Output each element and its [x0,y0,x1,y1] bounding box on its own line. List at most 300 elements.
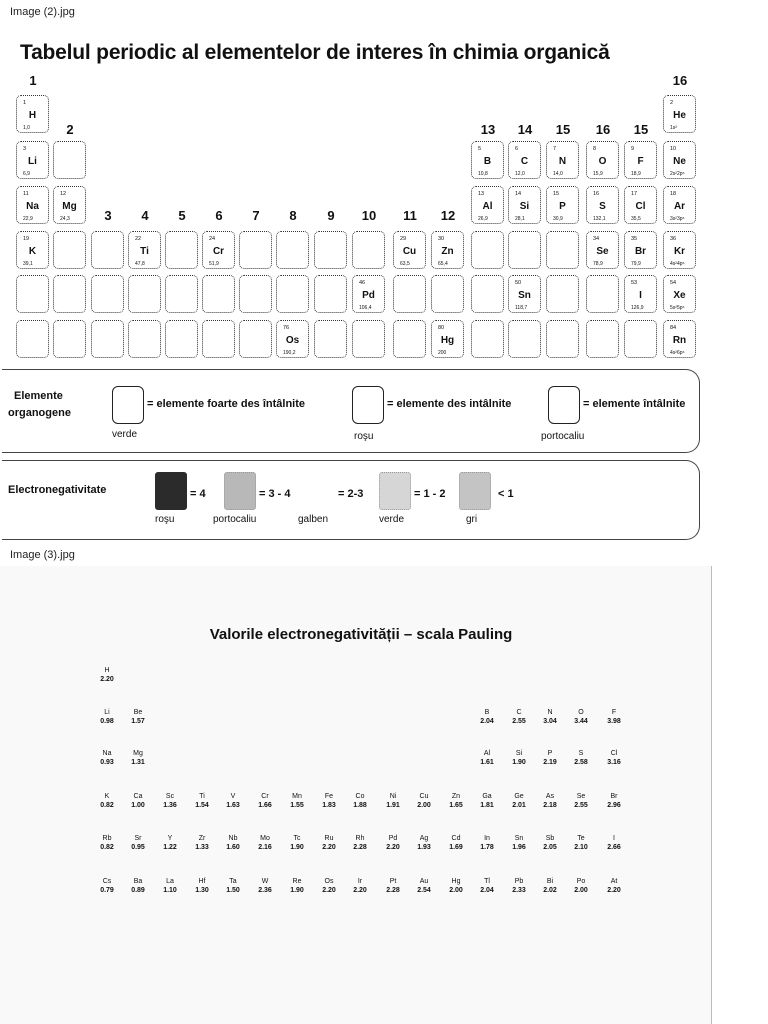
pauling-cell-cs [90,877,124,895]
element-symbol: Ne [673,156,686,167]
legend-item1-color: verde [112,429,138,440]
element-cell-xe [663,275,696,313]
pauling-value: 1.90 [290,844,304,851]
pauling-cell-po [564,877,598,895]
pauling-cell-w [248,877,282,895]
atomic-mass: 39,1 [23,261,33,267]
pauling-symbol: Zn [451,793,461,800]
pauling-cell-in [470,834,504,852]
pauling-symbol: Ta [229,878,237,885]
pauling-value: 2.05 [543,844,557,851]
electronegativity-color-name: portocaliu [213,514,257,525]
element-cell-os [276,320,309,358]
atomic-mass: 22,9 [23,216,33,222]
pauling-symbol: Al [483,750,491,757]
pauling-cell-si [502,749,536,767]
pauling-cell-at [597,877,631,895]
atomic-mass: 190,2 [283,350,296,356]
atomic-number: 10 [670,146,677,152]
pauling-cell-al [470,749,504,767]
pauling-value: 2.54 [417,887,431,894]
pauling-cell-re [280,877,314,895]
pauling-cell-p [533,749,567,767]
pauling-symbol: S [578,750,584,757]
pauling-cell-h [90,666,124,684]
pauling-cell-mn [280,792,314,810]
element-cell-li [16,141,49,179]
electronegativity-swatch [459,472,491,510]
electronegativity-range: < 1 [498,488,514,500]
pauling-value: 1.22 [163,844,177,851]
electronegativity-swatch [224,472,256,510]
atomic-number: 8 [593,146,597,152]
element-cell-empty [471,320,504,358]
element-symbol: B [483,156,492,167]
pauling-value: 1.83 [322,802,336,809]
pauling-cell-cl [597,749,631,767]
pauling-symbol: Fe [324,793,334,800]
element-symbol: S [599,201,606,212]
atomic-mass: 51,9 [209,261,219,267]
group-label: 13 [480,122,496,137]
element-cell-empty [91,320,124,358]
pauling-value: 1.63 [226,802,240,809]
element-cell-empty [53,275,86,313]
pauling-cell-ta [216,877,250,895]
element-symbol: Kr [673,246,686,257]
element-cell-cr [202,231,235,269]
pauling-symbol: Mo [260,835,270,842]
atomic-mass: 26,9 [478,216,488,222]
pauling-symbol: Ca [133,793,143,800]
pauling-symbol: Sr [134,835,142,842]
pauling-cell-pd [376,834,410,852]
electronegativity-range: = 1 - 2 [414,488,446,500]
atomic-mass: 1s² [670,125,677,131]
atomic-mass: 78,9 [593,261,603,267]
pauling-cell-ni [376,792,410,810]
atomic-number: 54 [670,280,677,286]
element-cell-empty [546,275,579,313]
element-cell-cl [624,186,657,224]
pauling-value: 1.96 [512,844,526,851]
pauling-value: 2.04 [480,887,494,894]
electronegativity-range: = 3 - 4 [259,488,291,500]
element-cell-k [16,231,49,269]
atomic-number: 14 [515,191,522,197]
atomic-number: 84 [670,325,677,331]
pauling-symbol: Pt [389,878,397,885]
element-cell-h [16,95,49,133]
pauling-value: 1.33 [195,844,209,851]
pauling-symbol: Hg [451,878,461,885]
pauling-symbol: Cr [261,793,269,800]
element-cell-empty [128,320,161,358]
element-cell-empty [165,320,198,358]
pauling-value: 1.50 [226,887,240,894]
element-symbol: Li [28,156,37,167]
pauling-symbol: Cl [610,750,618,757]
pauling-cell-o [564,708,598,726]
pauling-value: 0.98 [100,718,114,725]
element-symbol: Cu [402,246,417,257]
pauling-value: 1.69 [449,844,463,851]
element-cell-rn [663,320,696,358]
pauling-value: 1.10 [163,887,177,894]
element-cell-empty [239,231,272,269]
pauling-symbol: N [547,709,553,716]
element-cell-empty [16,320,49,358]
electronegativity-swatch [155,472,187,510]
pauling-value: 0.82 [100,802,114,809]
pauling-cell-i [597,834,631,852]
atomic-number: 50 [515,280,522,286]
element-cell-al [471,186,504,224]
element-cell-empty [314,231,347,269]
element-cell-kr [663,231,696,269]
pauling-value: 1.55 [290,802,304,809]
pauling-cell-nb [216,834,250,852]
pauling-symbol: Ti [199,793,205,800]
legend-item1-text: = elemente foarte des întâlnite [147,398,306,410]
element-cell-hg [431,320,464,358]
pauling-symbol: Ge [514,793,524,800]
periodic-table-page [0,24,705,536]
element-symbol: C [520,156,529,167]
pauling-symbol: Ag [419,835,429,842]
pauling-cell-pb [502,877,536,895]
atomic-number: 6 [515,146,519,152]
pauling-cell-k [90,792,124,810]
pauling-cell-v [216,792,250,810]
pauling-cell-os [312,877,346,895]
pauling-cell-bi [533,877,567,895]
pauling-cell-cu [407,792,441,810]
atomic-mass: 47,8 [135,261,145,267]
atomic-mass: 132,1 [593,216,606,222]
pauling-cell-tc [280,834,314,852]
pauling-value: 3.04 [543,718,557,725]
element-cell-zn [431,231,464,269]
pauling-cell-tl [470,877,504,895]
pauling-value: 1.65 [449,802,463,809]
element-cell-empty [431,275,464,313]
pauling-value: 0.89 [131,887,145,894]
element-cell-empty [165,275,198,313]
pauling-cell-au [407,877,441,895]
pauling-cell-f [597,708,631,726]
pauling-value: 1.90 [512,759,526,766]
pauling-symbol: C [516,709,522,716]
element-cell-he [663,95,696,133]
element-symbol: Pd [362,290,375,301]
pauling-cell-ru [312,834,346,852]
pauling-cell-sr [121,834,155,852]
electronegativity-swatch [379,472,411,510]
pauling-cell-ba [121,877,155,895]
atomic-mass: 79,9 [631,261,641,267]
element-cell-empty [165,231,198,269]
atomic-mass: 65,4 [438,261,448,267]
group-label: 4 [141,208,149,223]
element-symbol: Mg [62,201,77,212]
atomic-mass: 15,9 [593,171,603,177]
element-cell-n [546,141,579,179]
element-cell-empty [546,231,579,269]
pauling-symbol: Li [104,709,110,716]
element-symbol: O [598,156,607,167]
element-cell-empty [239,320,272,358]
element-cell-empty [471,231,504,269]
atomic-number: 76 [283,325,290,331]
element-cell-empty [586,275,619,313]
pauling-symbol: Tl [484,878,490,885]
element-symbol: K [28,246,37,257]
atomic-number: 22 [135,236,142,242]
atomic-mass: 106,4 [359,305,372,311]
pauling-symbol: Ru [324,835,334,842]
group-label: 7 [252,208,260,223]
pauling-title: Valorile electronegativității – scala Pauling [209,626,513,643]
pauling-value: 2.20 [100,676,114,683]
page-edge-line [711,566,712,1024]
element-cell-ne [663,141,696,179]
element-cell-se [586,231,619,269]
atomic-mass: 14,0 [553,171,563,177]
atomic-number: 29 [400,236,407,242]
pauling-value: 1.60 [226,844,240,851]
electronegativity-color-name: verde [379,514,405,525]
organogen-legend [2,369,700,453]
element-symbol: P [559,201,566,212]
element-symbol: Sn [518,290,531,301]
pauling-cell-ge [502,792,536,810]
pauling-cell-co [343,792,377,810]
pauling-symbol: As [545,793,555,800]
element-cell-si [508,186,541,224]
atomic-number: 80 [438,325,445,331]
element-symbol: F [637,156,644,167]
element-symbol: N [558,156,567,167]
legend-square-3 [548,386,580,424]
element-symbol: Br [634,246,647,257]
element-cell-empty [352,231,385,269]
atomic-mass: 200 [438,350,447,356]
pauling-cell-as [533,792,567,810]
atomic-number: 36 [670,236,677,242]
element-cell-ti [128,231,161,269]
group-label: 11 [403,208,417,223]
pauling-symbol: Rb [102,835,112,842]
pauling-cell-y [153,834,187,852]
element-cell-f [624,141,657,179]
pauling-symbol: Os [324,878,334,885]
pauling-cell-b [470,708,504,726]
pauling-cell-pt [376,877,410,895]
pauling-symbol: B [484,709,490,716]
atomic-number: 18 [670,191,677,197]
pauling-value: 1.00 [131,802,145,809]
element-symbol: Al [482,201,493,212]
element-cell-empty [128,275,161,313]
pauling-value: 1.90 [290,887,304,894]
pauling-value: 2.02 [543,887,557,894]
atomic-mass: 30,9 [553,216,563,222]
atomic-mass: 6,9 [23,171,30,177]
atomic-number: 9 [631,146,635,152]
element-cell-o [586,141,619,179]
element-cell-mg [53,186,86,224]
pauling-cell-ca [121,792,155,810]
element-symbol: Zn [441,246,454,257]
element-cell-b [471,141,504,179]
pauling-symbol: Po [576,878,586,885]
pauling-cell-fe [312,792,346,810]
pauling-symbol: Sb [545,835,555,842]
pauling-value: 2.33 [512,887,526,894]
element-cell-p [546,186,579,224]
pauling-symbol: Co [355,793,365,800]
electronegativity-range: = 4 [190,488,206,500]
element-cell-ar [663,186,696,224]
pauling-value: 2.58 [574,759,588,766]
pauling-value: 2.36 [258,887,272,894]
element-cell-empty [314,320,347,358]
pauling-symbol: In [484,835,490,842]
pauling-symbol: Be [133,709,143,716]
pauling-cell-cr [248,792,282,810]
atomic-number: 7 [553,146,557,152]
pauling-cell-ga [470,792,504,810]
pauling-value: 1.81 [480,802,494,809]
pauling-symbol: Zr [198,835,206,842]
pauling-symbol: Ba [133,878,143,885]
pauling-symbol: Y [167,835,173,842]
element-cell-empty [586,320,619,358]
pauling-cell-sb [533,834,567,852]
group-label: 3 [104,208,112,223]
pauling-value: 2.55 [512,718,526,725]
atomic-mass: 63,5 [400,261,410,267]
pauling-symbol: Se [576,793,586,800]
pauling-symbol: Te [577,835,585,842]
element-symbol: Xe [673,290,686,301]
group-label: 12 [440,208,456,223]
pauling-value: 0.82 [100,844,114,851]
pauling-value: 1.78 [480,844,494,851]
pauling-symbol: Cd [451,835,461,842]
pauling-cell-te [564,834,598,852]
periodic-table-title: Tabelul periodic al elementelor de interes în chimia organică [20,41,610,64]
element-cell-empty [91,275,124,313]
pauling-value: 1.88 [353,802,367,809]
element-cell-empty [276,275,309,313]
pauling-symbol: La [166,878,174,885]
element-cell-cu [393,231,426,269]
pauling-value: 1.30 [195,887,209,894]
organogen-heading-2: organogene [8,407,71,419]
atomic-number: 1 [23,100,27,106]
pauling-cell-na [90,749,124,767]
pauling-value: 2.28 [386,887,400,894]
legend-item3-text: = elemente întâlnite [583,398,686,410]
element-symbol: Cr [212,246,225,257]
group-label: 5 [178,208,186,223]
atomic-mass: 5s²5p⁶ [670,305,685,311]
pauling-value: 2.01 [512,802,526,809]
pauling-cell-rh [343,834,377,852]
pauling-symbol: Ni [389,793,397,800]
electronegativity-color-name: gri [466,514,478,525]
atomic-number: 53 [631,280,638,286]
pauling-cell-zn [439,792,473,810]
pauling-value: 2.20 [322,844,336,851]
pauling-symbol: Mg [133,750,143,757]
pauling-page [0,566,712,1024]
pauling-cell-la [153,877,187,895]
element-cell-empty [314,275,347,313]
pauling-symbol: Sc [165,793,175,800]
element-cell-na [16,186,49,224]
pauling-value: 1.66 [258,802,272,809]
element-symbol: Se [596,246,609,257]
atomic-number: 12 [60,191,67,197]
element-cell-empty [393,320,426,358]
atomic-number: 15 [553,191,560,197]
pauling-symbol: Nb [228,835,238,842]
pauling-value: 1.61 [480,759,494,766]
pauling-symbol: P [547,750,553,757]
atomic-mass: 1,0 [23,125,30,131]
element-cell-empty [91,231,124,269]
atomic-number: 34 [593,236,600,242]
element-cell-empty [202,320,235,358]
pauling-symbol: Bi [546,878,554,885]
pauling-value: 0.79 [100,887,114,894]
pauling-cell-c [502,708,536,726]
pauling-value: 2.00 [574,887,588,894]
group-label: 9 [327,208,335,223]
element-cell-s [586,186,619,224]
element-cell-empty [352,320,385,358]
atomic-number: 2 [670,100,674,106]
atomic-number: 5 [478,146,482,152]
element-symbol: Ar [673,201,686,212]
atomic-number: 17 [631,191,638,197]
pauling-symbol: Au [419,878,429,885]
element-cell-br [624,231,657,269]
atomic-mass: 18,9 [631,171,641,177]
atomic-number: 11 [23,191,29,197]
element-cell-empty [239,275,272,313]
pauling-symbol: Ir [357,878,363,885]
pauling-value: 2.66 [607,844,621,851]
pauling-symbol: Cu [419,793,429,800]
element-symbol: Cl [635,201,646,212]
pauling-value: 2.55 [574,802,588,809]
pauling-cell-n [533,708,567,726]
element-cell-empty [53,231,86,269]
pauling-value: 2.96 [607,802,621,809]
atomic-number: 3 [23,146,27,152]
pauling-cell-br [597,792,631,810]
atomic-mass: 10,8 [478,171,488,177]
image1-filename: Image (2).jpg [10,6,75,18]
pauling-value: 2.20 [353,887,367,894]
atomic-mass: 12,0 [515,171,525,177]
pauling-value: 2.00 [417,802,431,809]
pauling-value: 3.16 [607,759,621,766]
